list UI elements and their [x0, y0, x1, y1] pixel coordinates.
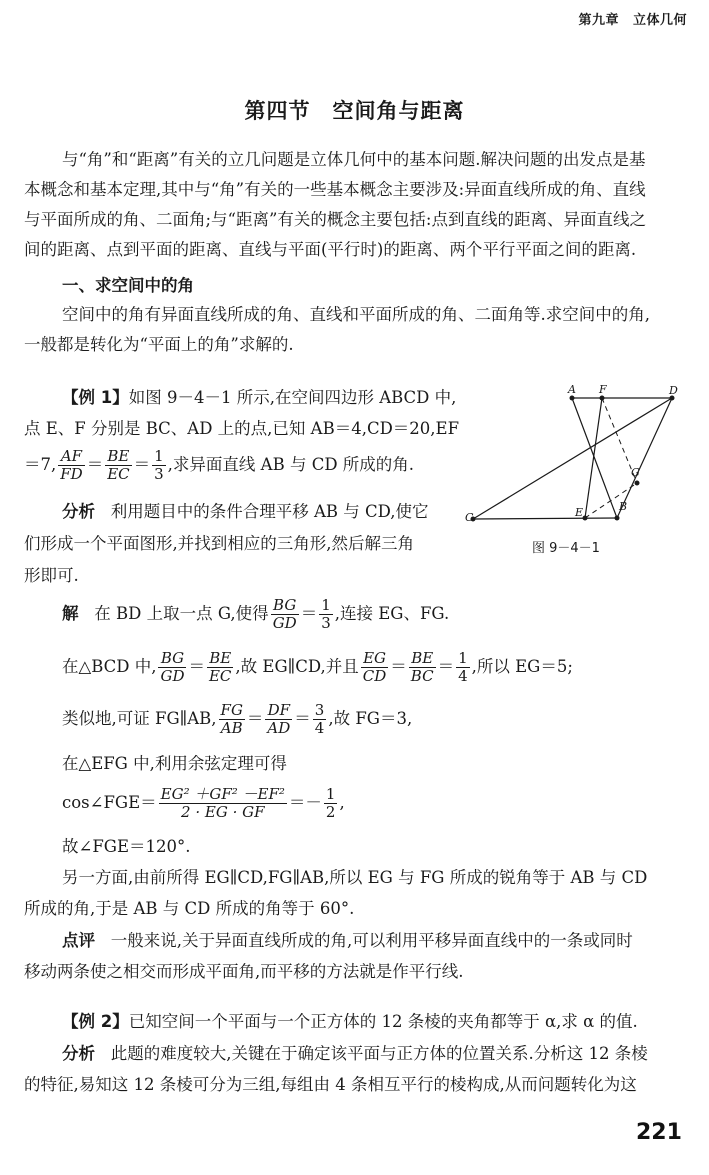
frac-den: 3 — [321, 614, 331, 632]
frac-num: BG — [271, 597, 299, 615]
example-1-text-3a: ＝7, — [24, 455, 57, 474]
frac-den: 2 · EG · GF — [181, 803, 265, 821]
section-name: 空间角与距离 — [332, 99, 465, 123]
line-CB — [473, 518, 617, 519]
label-F: F — [599, 383, 607, 396]
analysis-2-line-1 — [62, 1040, 648, 1064]
solution-text-1b: ,连接 EG、FG. — [334, 604, 450, 623]
label-A: A — [568, 383, 576, 396]
frac-den: 4 — [458, 667, 468, 685]
analysis-2-line-2: 的特征,易知这 12 条棱可分为三组,每组由 4 条相互平行的棱构成,从而问题转化为这 — [24, 1075, 637, 1094]
fraction-eg-cd — [361, 650, 389, 685]
solution-line-8: 所成的角,于是 AB 与 CD 所成的角等于 60°. — [24, 899, 355, 918]
frac-den: AB — [220, 719, 243, 737]
solution-text-2c: ,所以 EG＝5; — [471, 657, 573, 676]
frac-den: BC — [410, 667, 434, 685]
frac-num: 1 — [321, 596, 331, 614]
angles-line-2: 一般都是转化为“平面上的角”求解的. — [24, 335, 294, 354]
solution-text-3b: ,故 FG＝3, — [328, 709, 413, 728]
frac-num: 1 — [154, 447, 164, 465]
fraction-fg-ab — [219, 702, 245, 737]
analysis-2-label: 分析 — [62, 1044, 95, 1063]
analysis-1-label: 分析 — [62, 502, 95, 521]
section-title — [0, 95, 709, 125]
fraction-df-ad — [265, 702, 292, 737]
equals-sign: ＝ — [188, 657, 205, 676]
frac-num: BG — [158, 650, 186, 668]
label-D: D — [669, 384, 678, 397]
angles-line-1: 空间中的角有异面直线所成的角、直线和平面所成的角、二面角等.求空间中的角, — [62, 305, 650, 324]
fraction-bg-gd — [271, 597, 299, 632]
frac-den: CD — [362, 667, 387, 685]
frac-den: FD — [60, 465, 83, 483]
frac-den: 3 — [154, 465, 164, 483]
chapter-label: 第九章 — [578, 13, 619, 28]
equals-sign: ＝ — [437, 657, 455, 676]
solution-line-1 — [62, 597, 449, 632]
label-E: E — [575, 506, 584, 519]
solution-text-3a: 类似地,可证 FG∥AB, — [62, 709, 217, 728]
line-FE — [585, 398, 602, 518]
frac-num: EG — [361, 650, 389, 668]
intro-line-4: 间的距离、点到平面的距离、直线与平面(平行时)的距离、两个平行平面之间的距离. — [24, 240, 637, 259]
frac-den: GD — [272, 614, 297, 632]
point-B — [615, 516, 620, 521]
solution-line-4: 在△EFG 中,利用余弦定理可得 — [62, 754, 287, 773]
solution-text-5a: cos∠FGE＝ — [62, 793, 157, 812]
solution-line-6: 故∠FGE＝120°. — [62, 837, 191, 856]
figure-spatial-quadrilateral — [460, 380, 692, 530]
fraction-be-ec — [105, 448, 131, 483]
comment-line-2: 移动两条使之相交而形成平面角,而平移的方法就是作平行线. — [24, 962, 464, 981]
comment-text-1: 一般来说,关于异面直线所成的角,可以利用平移异面直线中的一条或同时 — [110, 931, 633, 950]
line-EG-dashed — [585, 483, 637, 518]
frac-den: GD — [160, 667, 185, 685]
example-1-label: 【例 1】 — [62, 388, 129, 407]
solution-text-1a: 在 BD 上取一点 G,使得 — [94, 604, 269, 623]
frac-num: 1 — [458, 649, 468, 667]
equals-sign: ＝ — [390, 657, 407, 676]
example-2-text: 已知空间一个平面与一个正方体的 12 条棱的夹角都等于 α,求 α 的值. — [128, 1012, 638, 1031]
solution-line-2 — [62, 650, 573, 685]
frac-num: DF — [265, 702, 292, 720]
solution-line-7: 另一方面,由前所得 EG∥CD,FG∥AB,所以 EG 与 FG 所成的锐角等于 AB 与 CD — [62, 868, 648, 887]
comment-line-1 — [62, 927, 633, 951]
point-G — [635, 481, 640, 486]
label-C: C — [465, 511, 474, 524]
analysis-1-text-1: 利用题目中的条件合理平移 AB 与 CD,使它 — [110, 502, 429, 521]
equals-sign: ＝ — [246, 709, 264, 728]
running-header — [578, 9, 687, 28]
solution-label: 解 — [62, 604, 79, 623]
example-1-line-3 — [24, 448, 414, 483]
fraction-three-quarters — [313, 702, 327, 737]
solution-line-3 — [62, 702, 412, 737]
example-1-line-1 — [62, 384, 456, 408]
subsection-heading: 一、求空间中的角 — [62, 276, 194, 295]
solution-text-2a: 在△BCD 中, — [62, 657, 157, 676]
figure-caption: 图 9－4－1 — [532, 541, 600, 556]
fraction-cosine-law — [159, 786, 287, 821]
solution-text-2b: ,故 EG∥CD,并且 — [235, 657, 359, 676]
analysis-2-text-1: 此题的难度较大,关键在于确定该平面与正方体的位置关系.分析这 12 条棱 — [110, 1044, 648, 1063]
chapter-topic: 立体几何 — [632, 13, 687, 28]
point-E — [583, 516, 588, 521]
frac-den: AD — [267, 719, 291, 737]
example-2-line — [62, 1008, 638, 1032]
point-A — [570, 396, 575, 401]
intro-line-2: 本概念和基本定理,其中与“角”有关的一些基本概念主要涉及:异面直线所成的角、直线 — [24, 180, 646, 199]
line-AB — [572, 398, 617, 518]
frac-num: FG — [220, 701, 243, 719]
page-number: 221 — [636, 1120, 682, 1145]
frac-den: 4 — [314, 719, 325, 737]
label-B: B — [619, 500, 628, 513]
fraction-bg-gd — [158, 650, 186, 685]
example-1-line-2: 点 E、F 分别是 BC、AD 上的点,已知 AB＝4,CD＝20,EF — [24, 419, 460, 438]
example-1-text-1: 如图 9－4－1 所示,在空间四边形 ABCD 中, — [128, 388, 457, 407]
frac-num: BE — [207, 650, 233, 668]
fraction-be-bc — [409, 650, 436, 685]
frac-num: EG² ＋GF² －EF² — [160, 785, 285, 803]
line-DC — [473, 398, 672, 519]
frac-den: EC — [208, 667, 232, 685]
equals-sign: ＝ — [300, 604, 318, 623]
fraction-af-fd — [58, 448, 84, 483]
fraction-be-ec — [207, 650, 233, 685]
frac-num: 3 — [314, 701, 325, 719]
fraction-one-quarter — [456, 650, 470, 685]
frac-num: BE — [409, 650, 436, 668]
comment-label: 点评 — [62, 931, 95, 950]
section-number: 第四节 — [244, 99, 311, 123]
fraction-one-half — [324, 786, 338, 821]
angles-paragraph — [24, 300, 650, 360]
equals-sign: ＝ — [86, 455, 104, 474]
analysis-1-line-1 — [62, 498, 429, 522]
frac-den: 2 — [325, 803, 336, 821]
fraction-one-third — [319, 597, 333, 632]
analysis-1-line-3: 形即可. — [24, 566, 79, 585]
solution-line-5 — [62, 786, 345, 821]
analysis-1-line-2: 们形成一个平面图形,并找到相应的三角形,然后解三角 — [24, 534, 414, 553]
intro-line-1: 与“角”和“距离”有关的立几问题是立体几何中的基本问题.解决问题的出发点是基 — [62, 150, 646, 169]
intro-paragraph — [24, 145, 646, 265]
frac-den: EC — [107, 465, 130, 483]
example-1-text-3b: ,求异面直线 AB 与 CD 所成的角. — [167, 455, 415, 474]
equals-sign: ＝ — [294, 709, 311, 728]
fraction-one-third — [152, 448, 166, 483]
equals-minus: ＝－ — [288, 793, 322, 812]
equals-sign: ＝ — [133, 455, 151, 474]
intro-line-3: 与平面所成的角、二面角;与“距离”有关的概念主要包括:点到直线的距离、异面直线之 — [24, 210, 646, 229]
solution-text-5b: , — [339, 793, 345, 812]
frac-num: AF — [58, 448, 84, 466]
point-F — [600, 396, 605, 401]
example-2-label: 【例 2】 — [62, 1012, 129, 1031]
frac-num: 1 — [325, 785, 336, 803]
frac-num: BE — [105, 448, 131, 466]
label-G: G — [631, 466, 640, 479]
